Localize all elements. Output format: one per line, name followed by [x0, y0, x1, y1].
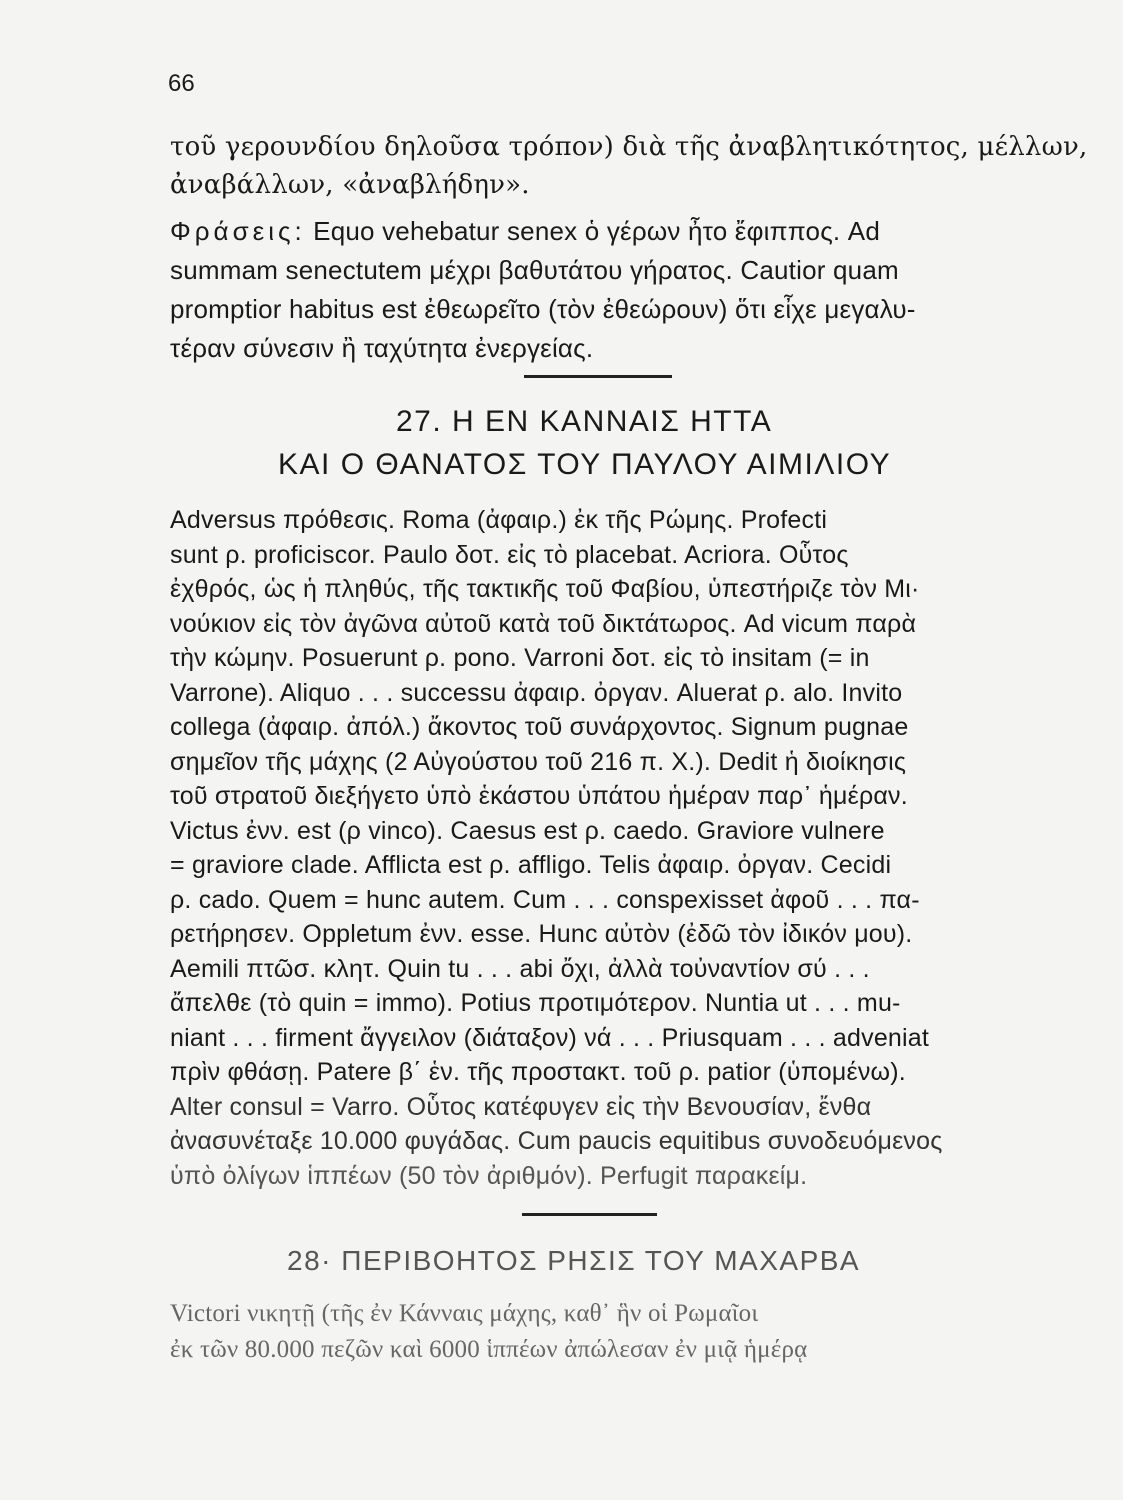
text-line: Adversus πρόθεσις. Roma (ἀφαιρ.) ἐκ τῆς Ρώμης. Profecti [170, 506, 828, 534]
text-line: collega (ἀφαιρ. ἀπόλ.) ἄκοντος τοῦ συνάρχοντος. Signum pugnae [170, 713, 909, 741]
section-28-heading: 28· ΠΕΡΙΒΟΗΤΟΣ ΡΗΣΙΣ ΤΟΥ ΜΑΧΑΡΒΑ [287, 1245, 861, 1276]
text-line: Varrone). Aliquo . . . successu ἀφαιρ. ὀργαν. Aluerat ρ. alo. Invito [170, 678, 903, 707]
text-line: summam senectutem μέχρι βαθυτάτου γήρατος. Cautior quam [170, 255, 899, 285]
text-line: ἐχθρός, ὡς ἡ πληθύς, τῆς τακτικῆς τοῦ Φαβίου, ὑπεστήριζε τὸν Μι· [170, 575, 920, 603]
text-line: Alter consul = Varro. Οὗτος κατέφυγεν εἰς τὴν Βενουσίαν, ἔνθα [170, 1092, 872, 1121]
section-divider [522, 1213, 657, 1216]
text-line: ὑπὸ ὀλίγων ἱππέων (50 τὸν ἀριθμόν). Perfugit παρακείμ. [170, 1161, 808, 1190]
text-line: πρὶν φθάσῃ. Patere β΄ ἑν. τῆς προστακτ. τοῦ ρ. patior (ὑπομένω). [170, 1058, 906, 1086]
text-line: Aemili πτῶσ. κλητ. Quin tu . . . abi ὄχι, ἀλλὰ τοὐναντίον σύ . . . [170, 954, 870, 983]
text-line: ἀναβάλλων, «ἀναβλήδην». [170, 170, 530, 200]
text-line: νούκιον εἰς τὸν ἀγῶνα αὐτοῦ κατὰ τοῦ δικτάτωρος. Ad vicum παρὰ [170, 609, 917, 638]
text-line: Victori νικητῇ (τῆς ἐν Κάνναις μάχης, καθ᾽ ἣν οἱ Ρωμαῖοι [170, 1300, 759, 1327]
section-28-notes [170, 1296, 1060, 1368]
text-line: τοῦ στρατοῦ διεξήγετο ὑπὸ ἑκάστου ὑπάτου ἡμέραν παρ᾽ ἡμέραν. [170, 782, 908, 810]
text-line: τέραν σύνεσιν ἢ ταχύτητα ἐνεργείας. [170, 333, 594, 363]
section-divider [524, 375, 672, 378]
intro-paragraph [170, 128, 1088, 204]
section-27-notes [170, 503, 1060, 1193]
text-line: σημεῖον τῆς μάχης (2 Αὐγούστου τοῦ 216 π. Χ.). Dedit ἡ διοίκησις [170, 747, 907, 776]
page-number: 66 [168, 70, 195, 97]
phrases-paragraph [170, 212, 1060, 368]
text-line: niant . . . firment ἄγγειλον (διάταξον) νά . . . Priusquam . . . adveniat [170, 1023, 930, 1052]
text-line: τοῦ γερουνδίου δηλοῦσα τρόπον) διὰ τῆς ἀναβλητικότητος, μέλλων, [170, 132, 1088, 162]
text-line: promptior habitus est ἐθεωρεῖτο (τὸν ἐθεώρουν) ὅτι εἶχε μεγαλυ- [170, 294, 916, 324]
section-27-heading-line-1: 27. Η ΕΝ ΚΑΝΝΑΙΣ ΗΤΤΑ [396, 405, 773, 438]
text-line [170, 212, 1060, 251]
text-line: ἀνασυνέταξε 10.000 φυγάδας. Cum paucis equitibus συνοδευόμενος [170, 1127, 943, 1155]
section-27-heading-line-2: ΚΑΙ Ο ΘΑΝΑΤΟΣ ΤΟΥ ΠΑΥΛΟΥ ΑΙΜΙΛΙΟΥ [278, 448, 892, 481]
text-line: ρετήρησεν. Oppletum ἐνν. esse. Hunc αὐτὸν (ἐδῶ τὸν ἰδικόν μου). [170, 920, 913, 948]
text-line: ρ. cado. Quem = hunc autem. Cum . . . conspexisset ἀφοῦ . . . πα- [170, 885, 920, 914]
phrases-line-text: Equo vehebatur senex ὁ γέρων ἦτο ἔφιππος. Ad [305, 216, 880, 246]
text-line: Victus ἐνν. est (ρ vinco). Caesus est ρ. caedo. Graviore vulnere [170, 816, 885, 845]
text-line: ἐκ τῶν 80.000 πεζῶν καὶ 6000 ἱππέων ἀπώλεσαν ἐν μιᾷ ἡμέρᾳ [170, 1336, 808, 1363]
text-line: τὴν κώμην. Posuerunt ρ. pono. Varroni δοτ. εἰς τὸ insitam (= in [170, 644, 870, 672]
phrases-label: Φράσεις: [170, 216, 306, 246]
text-line: = graviore clade. Afflicta est ρ. affligo. Telis ἀφαιρ. ὀργαν. Cecidi [170, 851, 892, 879]
text-line: sunt ρ. proficiscor. Paulo δοτ. εἰς τὸ placebat. Acriora. Οὗτος [170, 540, 849, 569]
text-line: ἄπελθε (τὸ quin = immo). Potius προτιμότερον. Nuntia ut . . . mu- [170, 989, 901, 1017]
